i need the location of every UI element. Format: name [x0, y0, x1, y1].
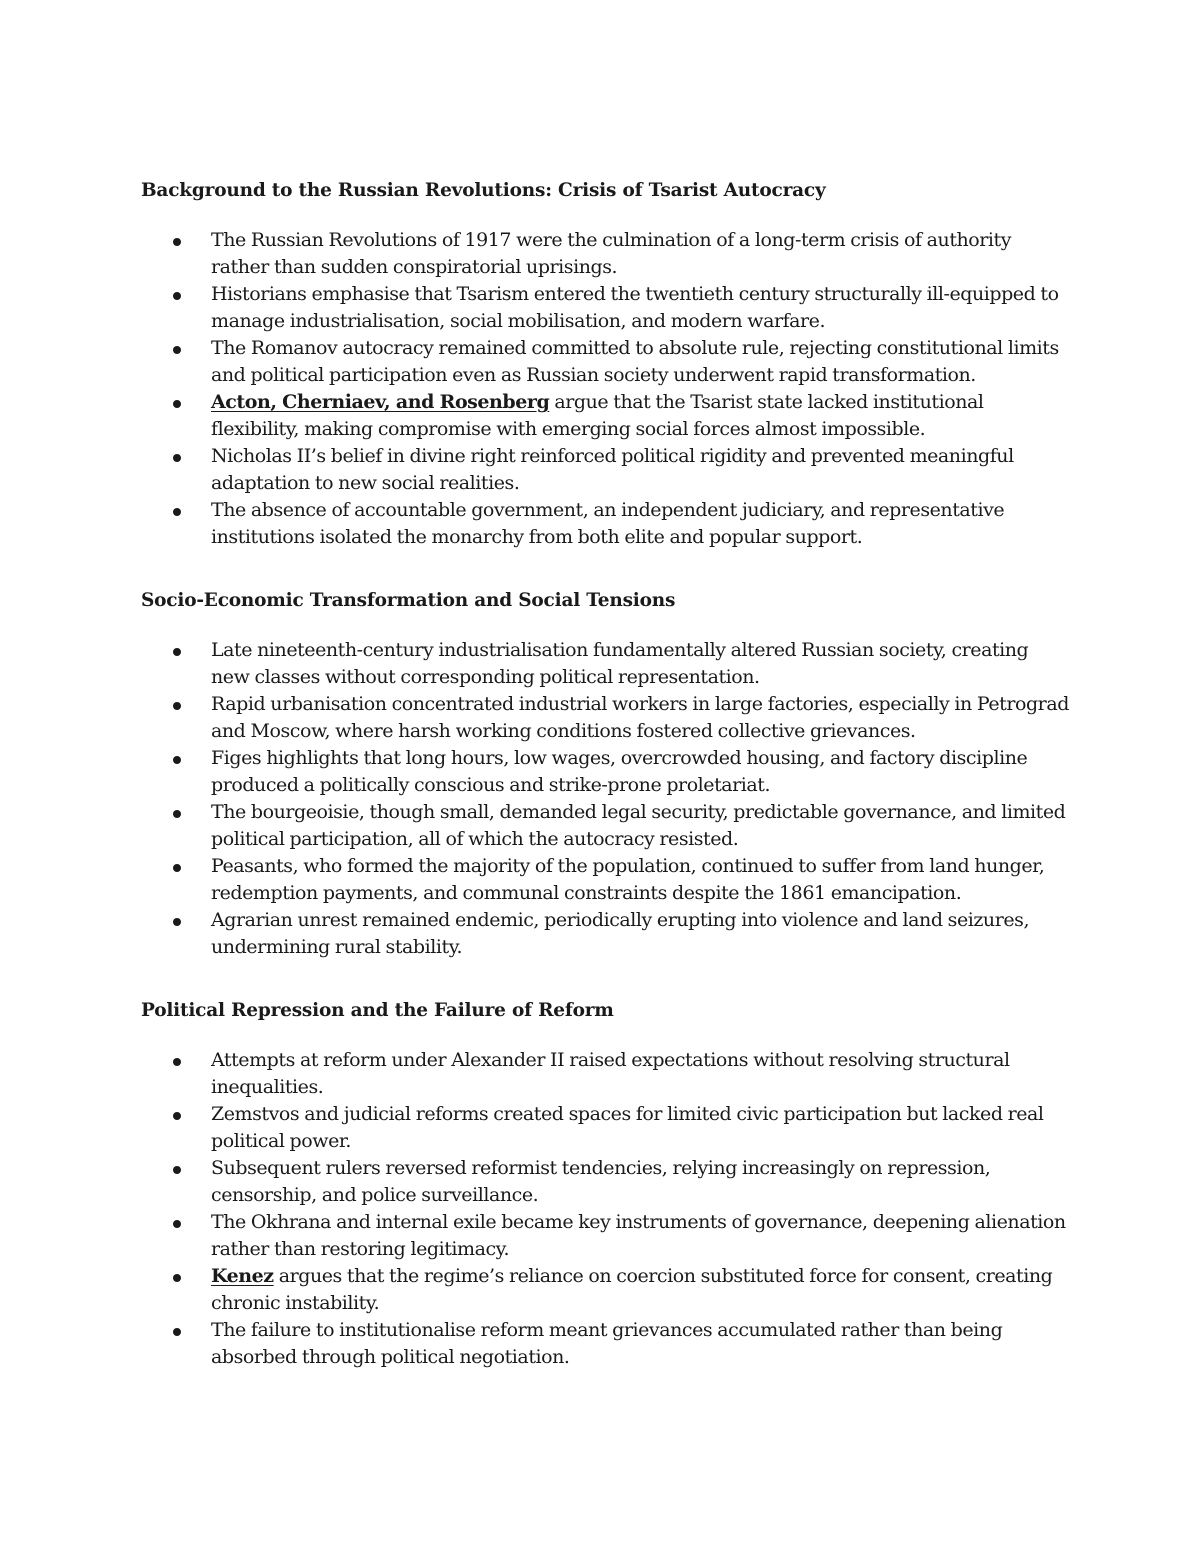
- bullet-text: Peasants, who formed the majority of the population, continued to suffer from land hunger, redemption payments, and communal constraints despite the 1861 emancipation.: [211, 855, 1045, 904]
- bullet-text: Attempts at reform under Alexander II raised expectations without resolving structural inequalities.: [211, 1049, 1010, 1098]
- list-item: [141, 227, 1071, 281]
- bullet-icon: [173, 1274, 181, 1282]
- bullet-icon: [173, 1058, 181, 1066]
- list-item: [141, 443, 1071, 497]
- bullet-icon: [173, 292, 181, 300]
- section-background: [141, 178, 1071, 551]
- section-political-repression: [141, 998, 1071, 1371]
- bullet-icon: [173, 454, 181, 462]
- bullet-text: Agrarian unrest remained endemic, periodically erupting into violence and land seizures, undermining rural stability.: [211, 909, 1030, 958]
- bullet-list: [141, 1047, 1071, 1371]
- list-item: [141, 1047, 1071, 1101]
- bullet-icon: [173, 756, 181, 764]
- bullet-text: Subsequent rulers reversed reformist tendencies, relying increasingly on repression, censorship, and police surveillance.: [211, 1157, 991, 1206]
- bullet-text: Late nineteenth-century industrialisation fundamentally altered Russian society, creating new classes without corresponding political representation.: [211, 639, 1029, 688]
- list-item: [141, 799, 1071, 853]
- bullet-text: The bourgeoisie, though small, demanded legal security, predictable governance, and limited political participation, all of which the autocracy resisted.: [211, 801, 1066, 850]
- bullet-icon: [173, 1166, 181, 1174]
- list-item: [141, 1209, 1071, 1263]
- bullet-text: The Russian Revolutions of 1917 were the culmination of a long-term crisis of authority rather than sudden conspiratorial uprisings.: [211, 229, 1012, 278]
- bullet-icon: [173, 238, 181, 246]
- list-item: [141, 389, 1071, 443]
- bullet-icon: [173, 508, 181, 516]
- list-item: [141, 1263, 1071, 1317]
- bullet-icon: [173, 648, 181, 656]
- bullet-icon: [173, 864, 181, 872]
- bullet-icon: [173, 1112, 181, 1120]
- bullet-icon: [173, 702, 181, 710]
- bullet-text: The Okhrana and internal exile became key instruments of governance, deepening alienation rather than restoring legitimacy.: [211, 1211, 1066, 1260]
- list-item: [141, 281, 1071, 335]
- list-item: [141, 637, 1071, 691]
- bullet-text: The failure to institutionalise reform meant grievances accumulated rather than being absorbed through political negotiation.: [211, 1319, 1003, 1368]
- section-heading: Background to the Russian Revolutions: Crisis of Tsarist Autocracy: [141, 180, 826, 201]
- list-item: [141, 745, 1071, 799]
- bullet-text: The Romanov autocracy remained committed to absolute rule, rejecting constitutional limits and political participation even as Russian society underwent rapid transformation.: [211, 337, 1059, 386]
- bullet-text: Zemstvos and judicial reforms created spaces for limited civic participation but lacked real political power.: [211, 1103, 1044, 1152]
- list-item: [141, 497, 1071, 551]
- historian-reference: Acton, Cherniaev, and Rosenberg: [211, 391, 550, 413]
- bullet-list: [141, 227, 1071, 551]
- bullet-text: Nicholas II’s belief in divine right reinforced political rigidity and prevented meaningful adaptation to new social realities.: [211, 445, 1014, 494]
- list-item: [141, 1101, 1071, 1155]
- bullet-icon: [173, 918, 181, 926]
- list-item: [141, 335, 1071, 389]
- bullet-text: argue that the Tsarist state lacked institutional flexibility, making compromise with emerging social forces almost impossible.: [211, 391, 984, 440]
- list-item: [141, 907, 1071, 961]
- bullet-icon: [173, 1220, 181, 1228]
- historian-reference: Kenez: [211, 1265, 274, 1287]
- section-heading: Socio-Economic Transformation and Social Tensions: [141, 590, 676, 611]
- bullet-icon: [173, 1328, 181, 1336]
- list-item: [141, 853, 1071, 907]
- bullet-text: Rapid urbanisation concentrated industrial workers in large factories, especially in Petrograd and Moscow, where harsh working conditions fostered collective grievances.: [211, 693, 1069, 742]
- bullet-icon: [173, 810, 181, 818]
- section-heading: Political Repression and the Failure of Reform: [141, 1000, 614, 1021]
- bullet-text: Figes highlights that long hours, low wages, overcrowded housing, and factory discipline produced a politically conscious and strike-prone proletariat.: [211, 747, 1028, 796]
- bullet-list: [141, 637, 1071, 961]
- bullet-icon: [173, 400, 181, 408]
- bullet-icon: [173, 346, 181, 354]
- list-item: [141, 1155, 1071, 1209]
- bullet-text: argues that the regime’s reliance on coercion substituted force for consent, creating chronic instability.: [211, 1265, 1053, 1314]
- section-socio-economic: [141, 588, 1071, 961]
- list-item: [141, 1317, 1071, 1371]
- bullet-text: Historians emphasise that Tsarism entered the twentieth century structurally ill-equipped to manage industrialisation, social mobilisation, and modern warfare.: [211, 283, 1059, 332]
- bullet-text: The absence of accountable government, an independent judiciary, and representative institutions isolated the monarchy from both elite and popular support.: [211, 499, 1005, 548]
- list-item: [141, 691, 1071, 745]
